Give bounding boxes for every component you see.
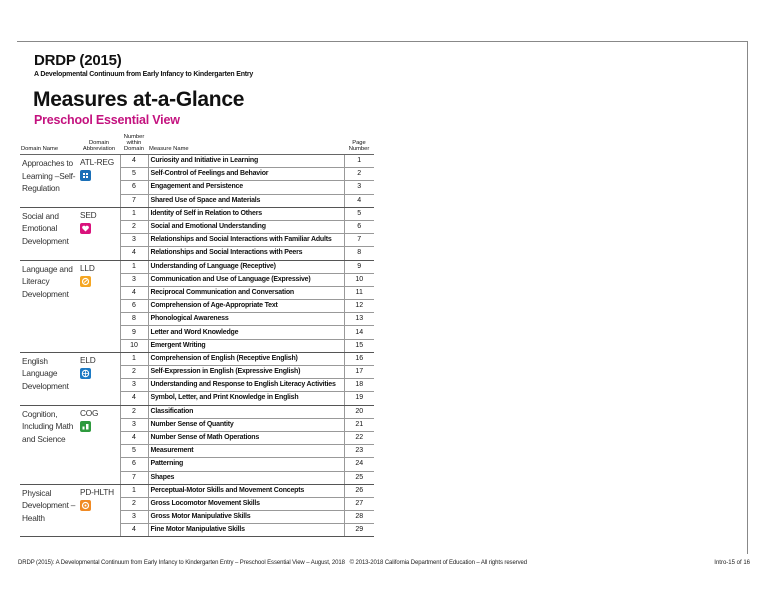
- measure-name: Patterning: [148, 458, 344, 471]
- domain-name: English Language Development: [22, 355, 69, 391]
- footer-text: [18, 560, 527, 566]
- page-number: 2: [344, 168, 374, 181]
- measure-name: Engagement and Persistence: [148, 181, 344, 194]
- measure-number: 1: [120, 484, 148, 497]
- page-number: 10: [344, 273, 374, 286]
- page-title: Measures at-a-Glance: [33, 88, 245, 111]
- domain-abbreviation-cell: [78, 207, 120, 260]
- column-header-measure: Measure Name: [148, 133, 344, 155]
- measure-number: 4: [120, 431, 148, 444]
- domain-name: Cognition, Including Math and Science: [22, 408, 74, 444]
- domain-abbreviation-cell: [78, 484, 120, 537]
- lld-icon: [80, 276, 91, 287]
- domain-abbreviation: COG: [80, 407, 99, 418]
- domain-name-cell: [20, 484, 78, 537]
- page-number: 7: [344, 234, 374, 247]
- domain-abbreviation-cell: [78, 155, 120, 208]
- column-header-number: Number within Domain: [120, 133, 148, 155]
- domain-abbreviation-cell: [78, 352, 120, 405]
- measure-number: 3: [120, 511, 148, 524]
- measure-number: 2: [120, 220, 148, 233]
- measure-number: 6: [120, 181, 148, 194]
- page-number: 3: [344, 181, 374, 194]
- measure-name: Understanding and Response to English Literacy Activities: [148, 379, 344, 392]
- domain-abbreviation: PD-HLTH: [80, 486, 114, 497]
- footer-document-info: DRDP (2015): A Developmental Continuum from Early Infancy to Kindergarten Entry – Preschool Essential View – August, 2018: [18, 560, 345, 566]
- page-number: 24: [344, 458, 374, 471]
- measure-number: 7: [120, 471, 148, 484]
- column-header-domain: Domain Name: [20, 133, 78, 155]
- measure-name: Perceptual-Motor Skills and Movement Concepts: [148, 484, 344, 497]
- measure-number: 9: [120, 326, 148, 339]
- footer-page-number: Intro-15 of 16: [714, 560, 750, 566]
- footer-copyright: © 2013-2018 California Department of Education – All rights reserved: [349, 560, 527, 566]
- measure-number: 4: [120, 155, 148, 168]
- measure-name: Self-Control of Feelings and Behavior: [148, 168, 344, 181]
- measure-name: Comprehension of English (Receptive English): [148, 352, 344, 365]
- measure-name: Number Sense of Math Operations: [148, 431, 344, 444]
- table-row: [20, 155, 374, 168]
- measure-name: Social and Emotional Understanding: [148, 220, 344, 233]
- measure-name: Shapes: [148, 471, 344, 484]
- measure-name: Letter and Word Knowledge: [148, 326, 344, 339]
- measure-name: Classification: [148, 405, 344, 418]
- page-number: 8: [344, 247, 374, 260]
- domain-abbreviation: ELD: [80, 354, 96, 365]
- measure-name: Relationships and Social Interactions with Familiar Adults: [148, 234, 344, 247]
- measure-name: Identity of Self in Relation to Others: [148, 207, 344, 220]
- measure-name: Self-Expression in English (Expressive English): [148, 366, 344, 379]
- measure-number: 3: [120, 234, 148, 247]
- domain-name: Approaches to Learning –Self-Regulation: [22, 158, 76, 193]
- table-row: [20, 207, 374, 220]
- page-number: 6: [344, 220, 374, 233]
- domain-name-cell: [20, 405, 78, 484]
- measure-name: Reciprocal Communication and Conversation: [148, 286, 344, 299]
- measure-number: 7: [120, 194, 148, 207]
- measure-number: 6: [120, 458, 148, 471]
- measure-number: 6: [120, 300, 148, 313]
- domain-name: Physical Development –Health: [22, 487, 76, 523]
- table-row: [20, 260, 374, 273]
- page-number: 22: [344, 431, 374, 444]
- measure-number: 4: [120, 524, 148, 537]
- page-number: 19: [344, 392, 374, 405]
- measure-number: 5: [120, 168, 148, 181]
- measure-number: 8: [120, 313, 148, 326]
- measure-number: 2: [120, 405, 148, 418]
- measure-number: 3: [120, 379, 148, 392]
- domain-abbreviation: SED: [80, 209, 97, 220]
- measure-number: 4: [120, 286, 148, 299]
- measure-name: Phonological Awareness: [148, 313, 344, 326]
- measure-name: Curiosity and Initiative in Learning: [148, 155, 344, 168]
- page-number: 11: [344, 286, 374, 299]
- cog-icon: [80, 421, 91, 432]
- domain-name-cell: [20, 155, 78, 208]
- page-number: 12: [344, 300, 374, 313]
- measure-number: 4: [120, 247, 148, 260]
- measure-name: Gross Locomotor Movement Skills: [148, 497, 344, 510]
- measure-number: 3: [120, 418, 148, 431]
- table-header-row: [20, 133, 374, 155]
- atl-reg-icon: [80, 170, 91, 181]
- domain-abbreviation-cell: [78, 260, 120, 352]
- page-number: 28: [344, 511, 374, 524]
- domain-abbreviation: LLD: [80, 262, 95, 273]
- measure-name: Measurement: [148, 445, 344, 458]
- column-header-abbreviation: Domain Abbreviation: [78, 133, 120, 155]
- eld-icon: [80, 368, 91, 379]
- measure-name: Comprehension of Age-Appropriate Text: [148, 300, 344, 313]
- measure-number: 3: [120, 273, 148, 286]
- page-number: 17: [344, 366, 374, 379]
- table-row: [20, 352, 374, 365]
- domain-name-cell: [20, 207, 78, 260]
- domain-abbreviation-cell: [78, 405, 120, 484]
- page-number: 29: [344, 524, 374, 537]
- measure-name: Symbol, Letter, and Print Knowledge in English: [148, 392, 344, 405]
- page-number: 15: [344, 339, 374, 352]
- measure-name: Emergent Writing: [148, 339, 344, 352]
- page-number: 5: [344, 207, 374, 220]
- measure-number: 2: [120, 497, 148, 510]
- page-number: 21: [344, 418, 374, 431]
- page-number: 25: [344, 471, 374, 484]
- measure-name: Fine Motor Manipulative Skills: [148, 524, 344, 537]
- table-row: [20, 484, 374, 497]
- measure-number: 2: [120, 366, 148, 379]
- domain-abbreviation: ATL-REG: [80, 157, 114, 167]
- measure-name: Understanding of Language (Receptive): [148, 260, 344, 273]
- page-number: 13: [344, 313, 374, 326]
- measure-number: 4: [120, 392, 148, 405]
- measure-number: 1: [120, 260, 148, 273]
- measure-name: Gross Motor Manipulative Skills: [148, 511, 344, 524]
- measure-number: 1: [120, 352, 148, 365]
- page-number: 9: [344, 260, 374, 273]
- page-number: 26: [344, 484, 374, 497]
- measure-name: Shared Use of Space and Materials: [148, 194, 344, 207]
- domain-name-cell: [20, 352, 78, 405]
- pd-hlth-icon: [80, 500, 91, 511]
- table-row: [20, 405, 374, 418]
- page-number: 14: [344, 326, 374, 339]
- page-number: 4: [344, 194, 374, 207]
- measure-number: 10: [120, 339, 148, 352]
- sed-heart-icon: [80, 223, 91, 234]
- page-number: 27: [344, 497, 374, 510]
- page-number: 16: [344, 352, 374, 365]
- domain-name: Social and Emotional Development: [22, 210, 69, 246]
- measure-name: Number Sense of Quantity: [148, 418, 344, 431]
- document-title: DRDP (2015): [34, 52, 122, 69]
- measure-name: Relationships and Social Interactions with Peers: [148, 247, 344, 260]
- column-header-page: Page Number: [344, 133, 374, 155]
- page-number: 1: [344, 155, 374, 168]
- page-number: 20: [344, 405, 374, 418]
- measure-number: 5: [120, 445, 148, 458]
- page-number: 18: [344, 379, 374, 392]
- measure-name: Communication and Use of Language (Expressive): [148, 273, 344, 286]
- view-title: Preschool Essential View: [34, 113, 180, 127]
- document-subtitle: A Developmental Continuum from Early Infancy to Kindergarten Entry: [34, 71, 254, 78]
- measure-number: 1: [120, 207, 148, 220]
- table-body: [20, 155, 374, 537]
- page-number: 23: [344, 445, 374, 458]
- domain-name: Language and Literacy Development: [22, 263, 73, 299]
- domain-name-cell: [20, 260, 78, 352]
- measures-table: [20, 133, 374, 537]
